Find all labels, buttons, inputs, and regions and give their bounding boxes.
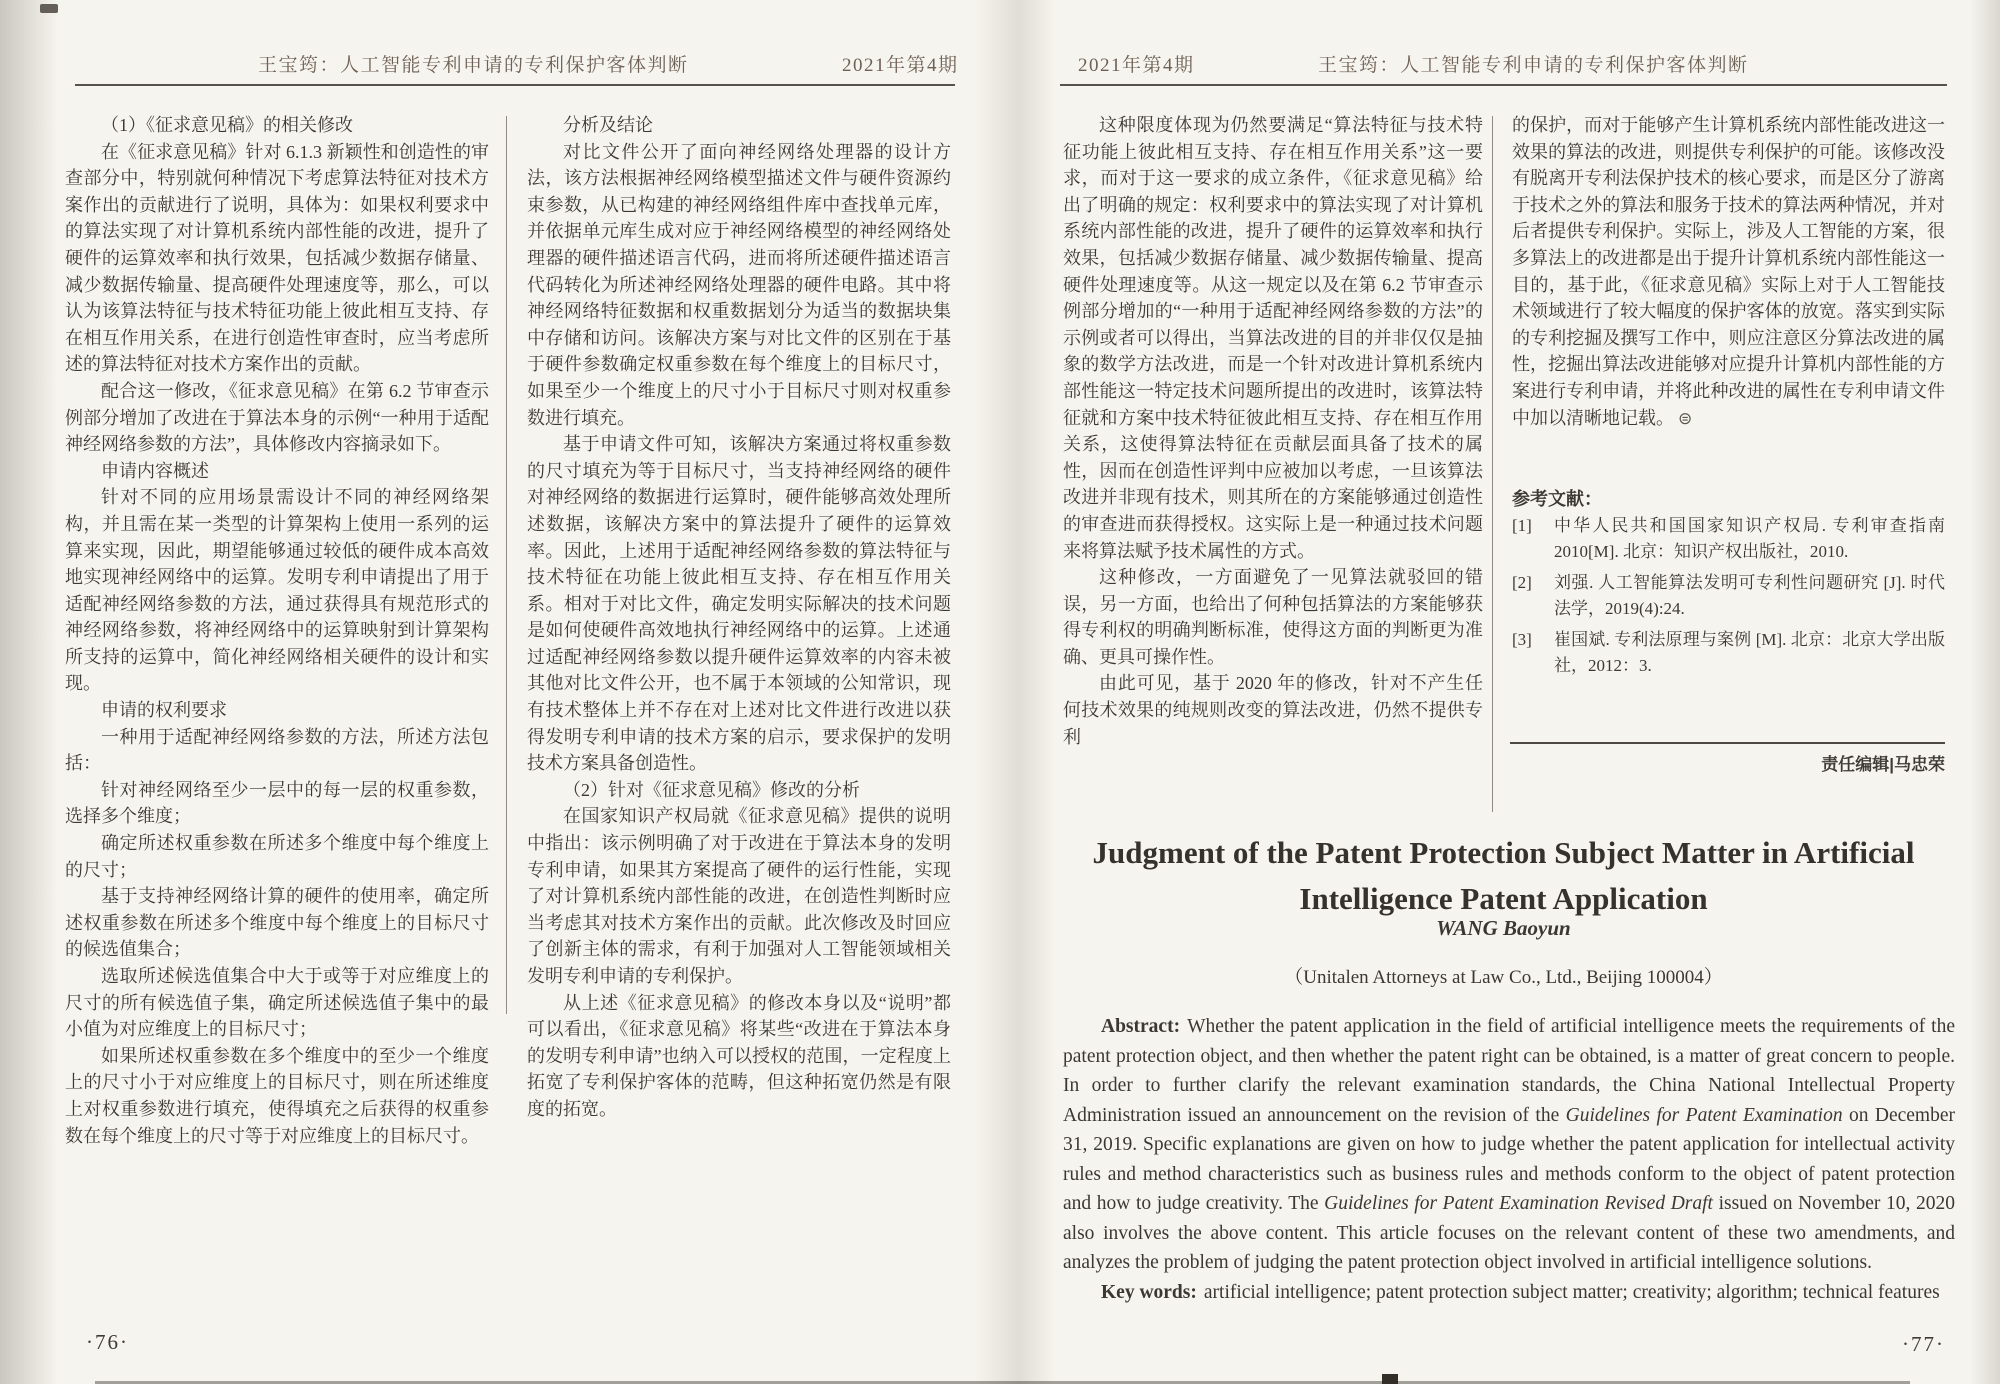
column-divider — [506, 116, 507, 1014]
header-rule — [75, 84, 955, 86]
english-title — [1060, 830, 1947, 922]
scan-edge-left-shadow — [0, 0, 58, 1384]
page-gutter-shadow — [975, 0, 1055, 1384]
reference-text: 中华人民共和国国家知识产权局. 专利审查指南 2010[M]. 北京：知识产权出版社，2010. — [1554, 515, 1945, 562]
abstract-label: Abstract: — [1101, 1016, 1181, 1037]
paragraph: 如果所述权重参数在多个维度中的至少一个维度上的尺寸小于对应维度上的目标尺寸，则在所述维度上对权重参数进行填充，使得填充之后获得的权重参数在每个维度上的尺寸等于对应维度上的目标尺寸。 — [65, 1045, 489, 1146]
abstract-text: issued on November 10, 2020 also involves the above content. This article focuses on the relevant content of these two amendments, and analyzes the problem of judging the patent protection object involved in artificial intelligence solutions. — [1063, 1193, 1956, 1273]
scan-edge-right-shadow — [1970, 0, 2000, 1384]
article-end-mark-icon: ⊜ — [1678, 408, 1693, 429]
section-heading: 申请的权利要求 — [101, 700, 227, 721]
paragraph: 这种修改，一方面避免了一见算法就驳回的错误，另一方面，也给出了何种包括算法的方案能够获得专利权的明确判断标准，使得这方面的判断更为准确、更具可操作性。 — [1063, 567, 1483, 667]
paragraph: 从上述《征求意见稿》的修改本身以及“说明”都可以看出，《征求意见稿》将某些“改进在于算法本身的发明专利申请”也纳入可以授权的范围，一定程度上拓宽了专利保护客体的范畴，但这种拓宽仍然是有限度的拓宽。 — [527, 992, 951, 1119]
keywords-label: Key words: — [1101, 1281, 1197, 1303]
section-heading: 分析及结论 — [563, 115, 653, 135]
reference-number: [3] — [1512, 629, 1532, 649]
english-title-line1: Judgment of the Patent Protection Subject Matter in Artificial — [1092, 835, 1915, 870]
paragraph: 在国家知识产权局就《征求意见稿》提供的说明中指出：该示例明确了对于改进在于算法本身的发明专利申请，如果其方案提高了硬件的运行性能，实现了对计算机系统内部性能的改进，在创造性判断时应当考虑其对技术方案作出的贡献。此次修改及时回应了创新主体的需求，有利于加强对人工智能领域相关发明专利申请的专利保护。 — [527, 806, 951, 986]
abstract-text-italic: Guidelines for Patent Examination — [1565, 1104, 1843, 1126]
running-head-issue: 2021年第4期 — [842, 55, 959, 76]
section-heading: （2）针对《征求意见稿》修改的分析 — [563, 779, 860, 800]
text-column — [1063, 112, 1483, 750]
editor-credit: 责任编辑|马忠荣 — [1821, 755, 1945, 774]
running-head-title: 王宝筠：人工智能专利申请的专利保护客体判断 — [1318, 55, 1749, 76]
keywords-paragraph — [1063, 1278, 1955, 1308]
header-rule — [1060, 84, 1947, 86]
scan-artifact-mark — [40, 4, 58, 13]
paragraph: 基于支持神经网络计算的硬件的使用率，确定所述权重参数在所述多个维度中每个维度上的目标尺寸的候选值集合； — [65, 886, 489, 960]
paragraph: 选取所述候选值集合中大于或等于对应维度上的尺寸的所有候选值子集，确定所述候选值子集中的最小值为对应维度上的目标尺寸； — [65, 966, 489, 1040]
paragraph — [1512, 112, 1945, 432]
english-affiliation: （Unitalen Attorneys at Law Co., Ltd., Beijing 100004） — [1284, 967, 1723, 988]
paragraph: 针对神经网络至少一层中的每一层的权重参数，选择多个维度； — [65, 779, 489, 827]
references-heading: 参考文献： — [1512, 489, 1602, 510]
page-number: ·76· — [86, 1330, 129, 1354]
text-column — [1512, 112, 1945, 684]
references-section — [1512, 486, 1945, 680]
paragraph: 配合这一修改，《征求意见稿》在第 6.2 节审查示例部分增加了改进在于算法本身的示例“一种用于适配神经网络参数的方法”，具体修改内容摘录如下。 — [65, 380, 489, 455]
paragraph: 在《征求意见稿》针对 6.1.3 新颖性和创造性的审查部分中，特别就何种情况下考虑算法特征对技术方案作出的贡献进行了说明，具体为：如果权利要求中的算法实现了对计算机系统内部性能的改进，提升了硬件的运算效率和执行效果，包括减少数据存储量、减少数据传输量、提高硬件处理速度等，那么，可以认为该算法特征与技术特征功能上彼此相互支持、存在相互作用关系，在进行创造性审查时，应当考虑所述的算法特征对技术方案作出的贡献。 — [65, 141, 489, 375]
page-number: ·77· — [1902, 1332, 1945, 1356]
reference-text: 崔国斌. 专利法原理与案例 [M]. 北京：北京大学出版社，2012：3. — [1554, 629, 1945, 676]
running-head-issue: 2021年第4期 — [1078, 55, 1195, 76]
scan-artifact-mark — [1382, 1374, 1398, 1384]
paragraph: 对比文件公开了面向神经网络处理器的设计方法，该方法根据神经网络模型描述文件与硬件资源约束参数，从已构建的神经网络组件库中查找单元库，并依据单元库生成对应于神经网络模型的神经网络处理器的硬件描述语言代码，进而将所述硬件描述语言代码转化为所述神经网络处理器的硬件电路。其中将神经网络特征数据和权重数据划分为适当的数据块集中存储和访问。该解决方案与对比文件的区别在于基于硬件参数确定权重参数在每个维度上的目标尺寸，如果至少一个维度上的尺寸小于目标尺寸则对权重参数进行填充。 — [527, 141, 951, 428]
paragraph-text: 的保护，而对于能够产生计算机系统内部性能改进这一效果的算法的改进，则提供专利保护的可能。该修改没有脱离开专利法保护技术的核心要求，而是区分了游离于技术之外的算法和服务于技术的算法两种情况，并对后者提供专利保护。实际上，涉及人工智能的方案，很多算法上的改进都是出于提升计算机系统内部性能这一目的，基于此，《征求意见稿》实际上对于人工智能技术领域进行了较大幅度的保护客体的放宽。落实到实际的专利挖掘及撰写工作中，则应注意区分算法改进的属性，挖掘出算法改进能够对应提升计算机内部性能的方案进行专利申请，并将此种改进的属性在专利申请文件中加以清晰地记载。 — [1512, 115, 1945, 428]
reference-number: [1] — [1512, 515, 1532, 535]
text-column — [527, 112, 951, 1123]
column-divider — [1492, 116, 1493, 812]
reference-text: 刘强. 人工智能算法发明可专利性问题研究 [J]. 时代法学，2019(4):24. — [1554, 572, 1945, 619]
english-title-line2: Intelligence Patent Application — [1299, 881, 1708, 916]
reference-item — [1512, 513, 1945, 566]
abstract-text: on December 31, 2019. Specific explanations are given on how to judge whether the patent application for intellectual activity rules and method characteristics such as business rules and methods conform to the object of patent protection and how to judge creativity. The — [1063, 1104, 1955, 1214]
abstract-paragraph — [1063, 1012, 1955, 1278]
running-head-title: 王宝筠：人工智能专利申请的专利保护客体判断 — [258, 55, 689, 76]
text-column — [65, 112, 489, 1149]
paragraph: 这种限度体现为仍然要满足“算法特征与技术特征功能上彼此相互支持、存在相互作用关系”这一要求，而对于这一要求的成立条件，《征求意见稿》给出了明确的规定：权利要求中的算法实现了对计算机系统内部性能的改进，提升了硬件的运算效率和执行效果，包括减少数据存储量、减少数据传输量、提高硬件处理速度等。从这一规定以及在第 6.2 节审查示例部分增加的“一种用于适配神经网络参数的方法”的示例或者可以得出，当算法改进的目的并非仅仅是抽象的数学方法改进，而是一个针对改进计算机系统内部性能这一特定技术问题所提出的改进时，该算法特征就和方案中技术特征彼此相互支持、存在相互作用关系，这使得算法特征在贡献层面具备了技术的属性，因而在创造性评判中应被加以考虑，一旦该算法改进并非现有技术，则其所在的方案能够通过创造性的审查进而获得授权。这实际上是一种通过技术问题来将算法赋予技术属性的方式。 — [1063, 115, 1483, 561]
editor-rule — [1510, 742, 1945, 744]
paragraph: 针对不同的应用场景需设计不同的神经网络架构，并且需在某一类型的计算架构上使用一系列的运算来实现，因此，期望能够通过较低的硬件成本高效地实现神经网络中的运算。发明专利申请提出了用于适配神经网络参数的方法，通过获得具有规范形式的神经网络参数，将神经网络中的运算映射到计算架构所支持的运算中，简化神经网络相关硬件的设计和实现。 — [65, 487, 489, 694]
paragraph: 确定所述权重参数在所述多个维度中每个维度上的尺寸； — [65, 833, 489, 880]
keywords-text: artificial intelligence; patent protection subject matter; creativity; algorithm; technical features — [1203, 1281, 1940, 1303]
paragraph: 基于申请文件可知，该解决方案通过将权重参数的尺寸填充为等于目标尺寸，当支持神经网络的硬件对神经网络的数据进行运算时，硬件能够高效处理所述数据，该解决方案中的算法提升了硬件的运算效率。因此，上述用于适配神经网络参数的算法特征与技术特征在功能上彼此相互支持、存在相互作用关系。相对于对比文件，确定发明实际解决的技术问题是如何使硬件高效地执行神经网络中的运算。上述通过适配神经网络参数以提升硬件运算效率的内容未被其他对比文件公开，也不属于本领域的公知常识，现有技术整体上并不存在对上述对比文件进行改进以获得发明专利申请的技术方案的启示，要求保护的发明技术方案具备创造性。 — [527, 434, 951, 774]
english-abstract-block — [1063, 1012, 1955, 1307]
english-author: WANG Baoyun — [1436, 916, 1571, 940]
reference-number: [2] — [1512, 572, 1532, 592]
abstract-text: Whether the patent application in the field of artificial intelligence meets the requirements of the patent protection object, and then whether the patent right can be obtained, is a matter of great concern to people. In order to further clarify the relevant examination standards, the China National Intellectual Property Administration issued an announcement on the revision of the — [1063, 1016, 1955, 1126]
paragraph: （1）《征求意见稿》的相关修改 — [101, 115, 353, 135]
section-heading: 申请内容概述 — [101, 460, 209, 481]
reference-item — [1512, 570, 1945, 623]
reference-item — [1512, 627, 1945, 680]
paragraph: 一种用于适配神经网络参数的方法，所述方法包括： — [65, 726, 489, 774]
paragraph: 由此可见，基于 2020 年的修改，针对不产生任何技术效果的纯规则改变的算法改进，仍然不提供专利 — [1063, 673, 1483, 747]
abstract-text-italic: Guidelines for Patent Examination Revised Draft — [1324, 1193, 1713, 1214]
